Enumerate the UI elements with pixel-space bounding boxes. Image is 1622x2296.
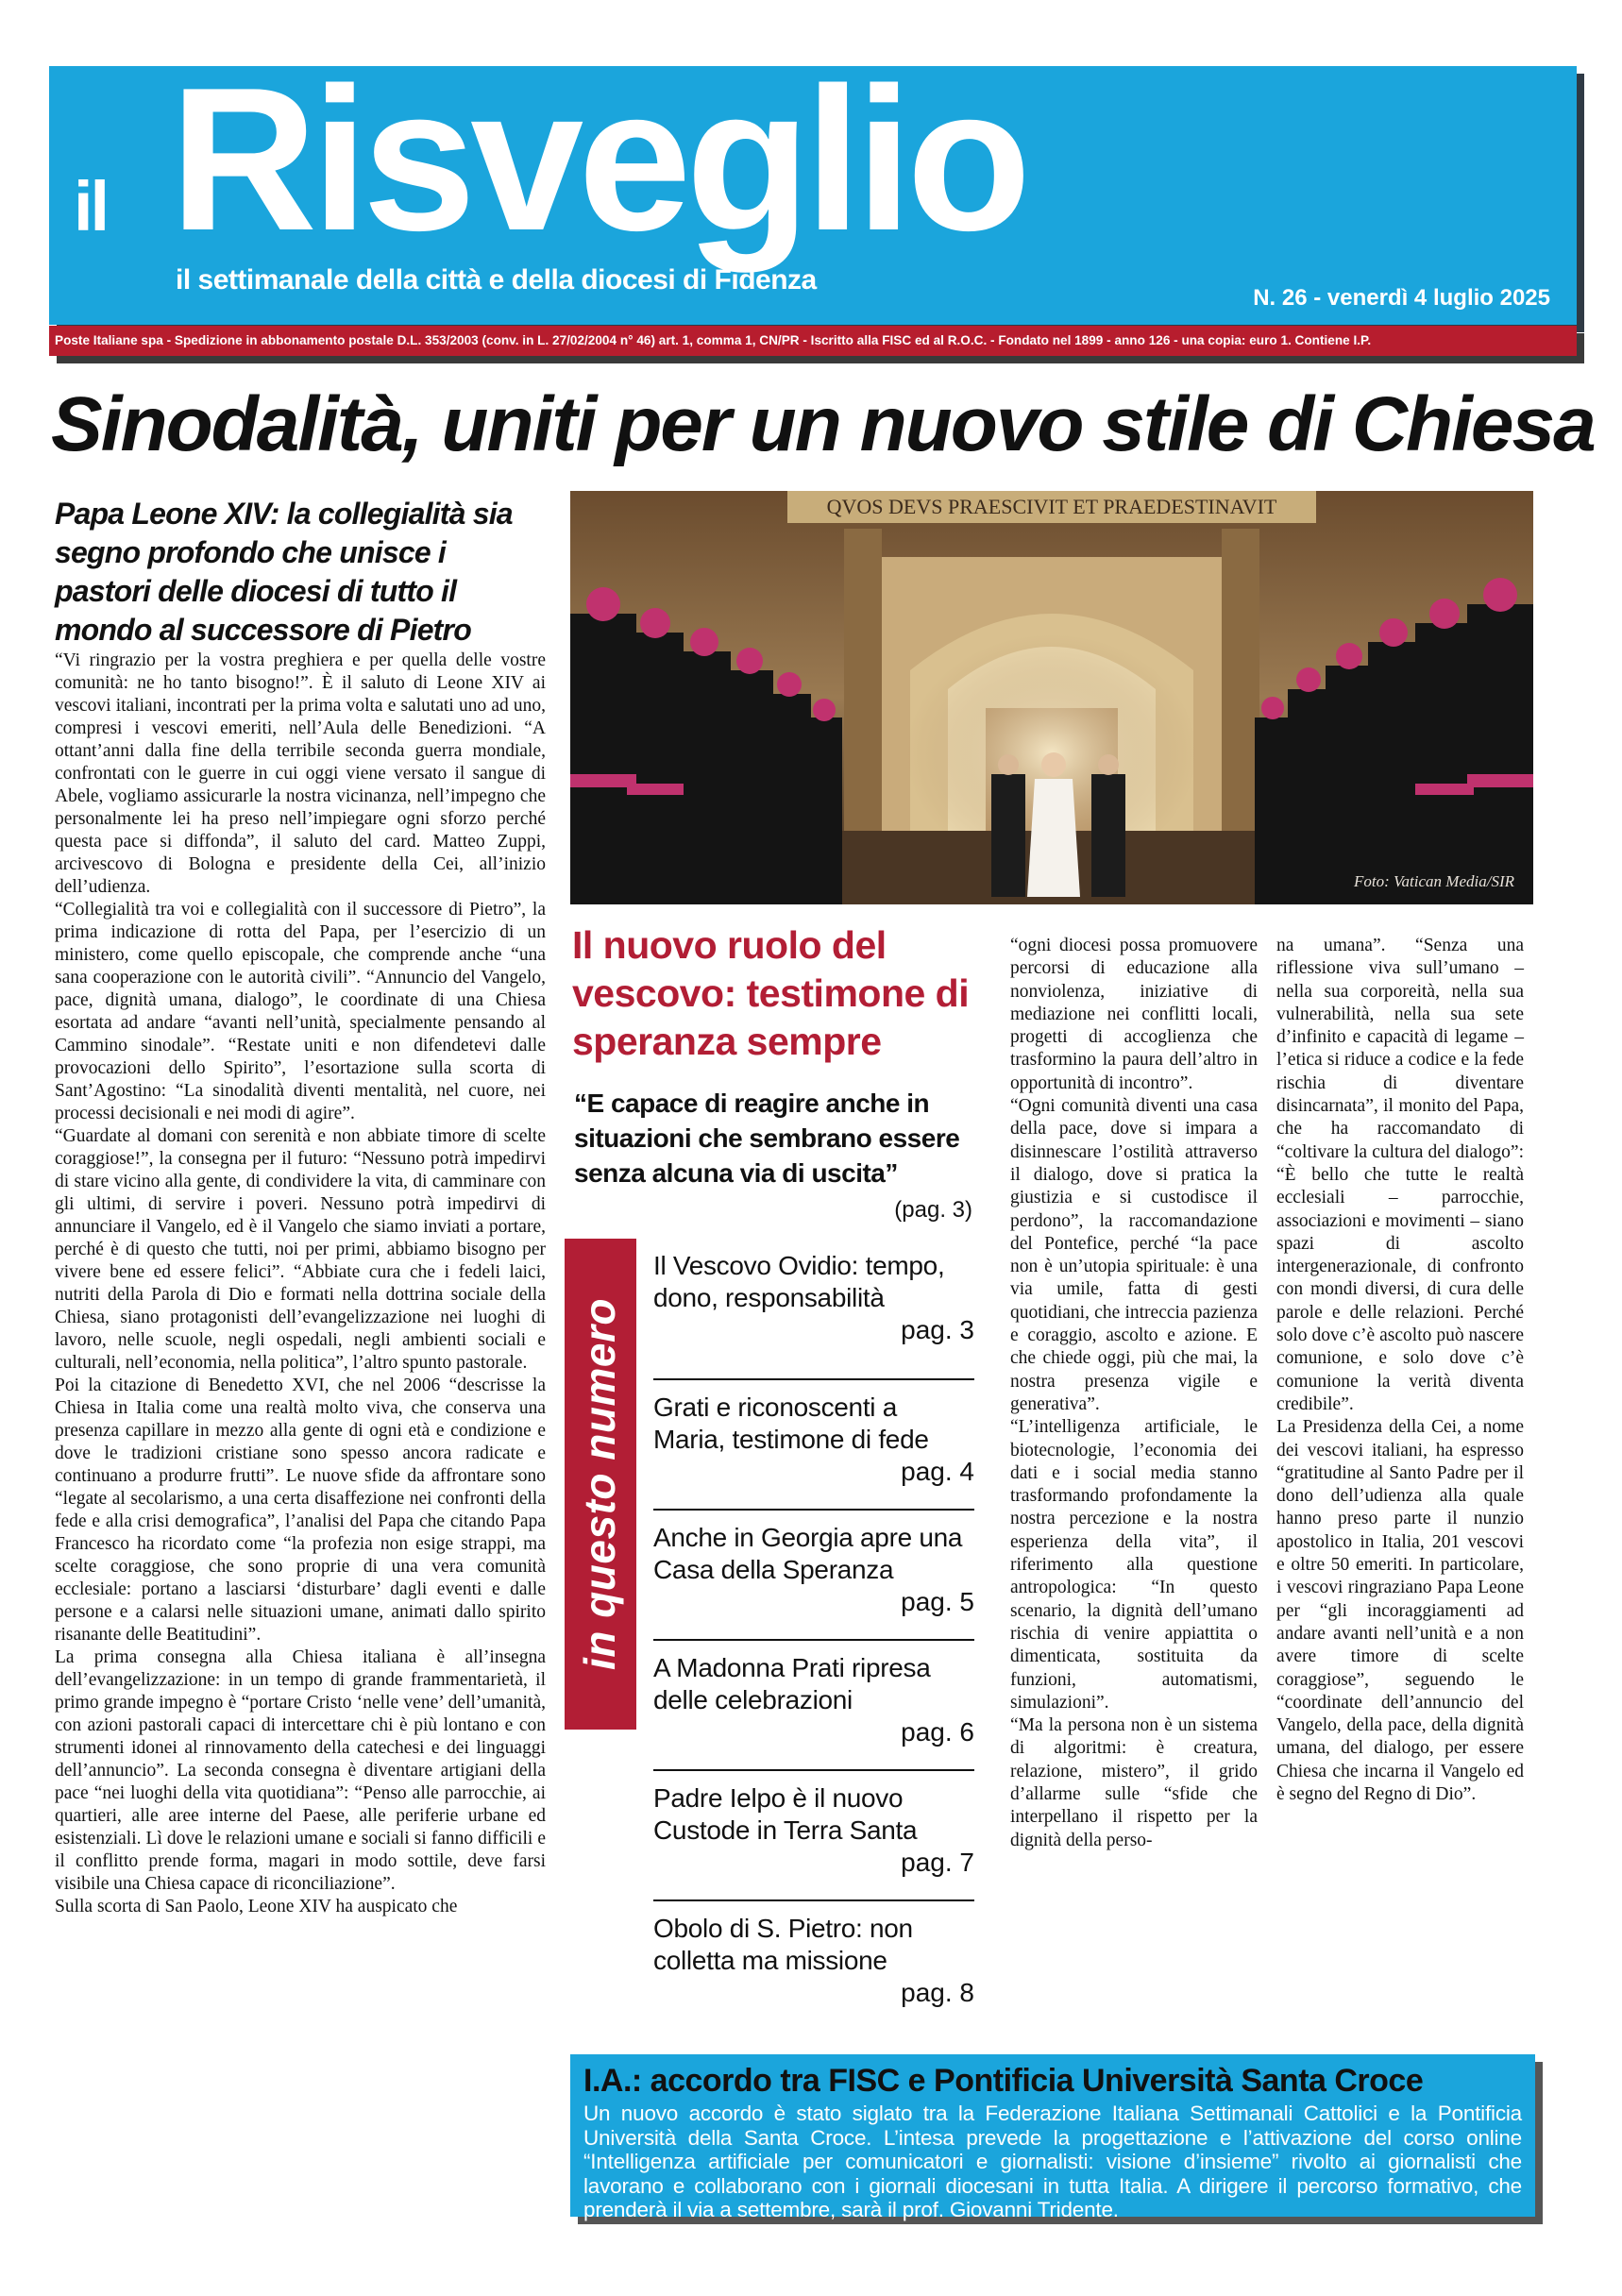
- paragraph: La Presidenza della Cei, a nome dei vescovi italiani, ha espresso “gratitudine al Santo Padre per il dono dell’udienza alla quale hanno preso parte il nunzio apostolico in Italia, 201 vescovi e oltre 50 emeriti. In particolare, i vescovi ringraziano Papa Leone per “gli incoraggiamenti ad andare avanti nell’unità e a non avere timore di scelte coraggiose”, seguendo le “coordinate dell’annuncio del Vangelo, della pace, della dignità umana, del dialogo, per essere Chiesa che incarna il Vangelo ed è segno del Regno di Dio”.: [1276, 1417, 1524, 1804]
- toc-item[interactable]: [653, 1901, 974, 2032]
- paragraph: “Collegialità tra voi e collegialità con il successore di Pietro”, la prima indicazione di rotta del Papa, per l’esercizio di un ministero, come quello episcopale, che comprende anche “una sana cooperazione con le autorità civili”. “Annuncio del Vangelo, pace, dignità umana, dialogo”, le coordinate di una Chiesa esortata ad andare “avanti nell’unità, specialmente pensando al Cammino sinodale”. “Restate uniti e non difendetevi dalle provocazioni dello Spirito”, l’esortazione sulla scorta di Sant’Agostino: “La sinodalità diventi mentalità, nel cuore, nei processi decisionali e nei modi di agire”.: [55, 900, 546, 1123]
- paragraph: “Ma la persona non è un sistema di algoritmi: è creatura, relazione, mistero”, il grido d’allarme sulle “sfide che interpellano il rispetto per la dignità della perso-: [1010, 1715, 1258, 1850]
- toc-item-title: Il Vescovo Ovidio: tempo, dono, responsabilità: [653, 1251, 945, 1312]
- postal-info-bar: Poste Italiane spa - Spedizione in abbonamento postale D.L. 353/2003 (conv. in L. 27/02/2004 n° 46) art. 1, comma 1, CN/PR - Iscritto alla FISC ed al R.O.C. - Fondato nel 1899 - anno 126 - una copia: euro 1. Contiene I.P.: [49, 326, 1577, 356]
- news-box-text: Un nuovo accordo è stato siglato tra la Federazione Italiana Settimanali Cattolici e la Pontificia Università della Santa Croce. L’intesa prevede la progettazione e l’attivazione del corso online “Intelligenza artificiale per comunicatori e giornalisti: visione d’insieme” rivolto ai giornalisti che lavorano e collaborano con i giornali diocesani in tutta Italia. A dirigere il percorso formativo, che prenderà il via a settembre, sarà il prof. Giovanni Tridente.: [583, 2102, 1522, 2221]
- toc-item-page: pag. 5: [901, 1587, 974, 1616]
- toc-item-page: pag. 8: [901, 1978, 974, 2007]
- lead-subhead: Papa Leone XIV: la collegialità sia segno profondo che unisce i pastori delle diocesi di tutto il mondo al successore di Pietro: [55, 497, 513, 647]
- toc-item-title: Anche in Georgia apre una Casa della Speranza: [653, 1523, 963, 1584]
- toc-item-title: Padre Ielpo è il nuovo Custode in Terra Santa: [653, 1783, 918, 1845]
- paragraph: “Vi ringrazio per la vostra preghiera e per quella delle vostre comunità: ne ho tanto bisogno!”. È il saluto di Leone XIV ai vescovi italiani, incontrati per la prima volta e salutati uno ad uno, compresi i vescovi emeriti, nell’Aula delle Benedizioni. “A ottant’anni dalla fine della terribile seconda guerra mondiale, confrontati con le guerre in cui oggi viene versato il sangue di Abele, vogliamo assicurarle la nostra vicinanza, nell’impegno che personalmente lei ha preso nell’impiegare ogni sforzo perché questa pace si diffonda”, il saluto del card. Matteo Zuppi, arcivescovo di Bologna e presidente della Cei, all’inizio dell’udienza.: [55, 650, 546, 897]
- lead-body-left: [55, 650, 546, 1918]
- paragraph: Sulla scorta di San Paolo, Leone XIV ha auspicato che: [55, 1897, 458, 1916]
- toc-item[interactable]: [653, 1641, 974, 1771]
- lead-headline: Sinodalità, uniti per un nuovo stile di Chiesa: [51, 381, 1595, 467]
- toc-item-page: pag. 7: [901, 1848, 974, 1877]
- toc-item[interactable]: [653, 1771, 974, 1901]
- toc-item[interactable]: [653, 1250, 974, 1380]
- toc-item[interactable]: [653, 1380, 974, 1511]
- paragraph: “Ogni comunità diventi una casa della pace, dove si impara a disinnescare l’ostilità attraverso il dialogo, dove si pratica la giustizia e si custodisce il perdono”, la raccomandazione del Pontefice, perché “la pace non è un’utopia spirituale: è una via umile, fatta di gesti quotidiani, che intreccia pazienza e coraggio, ascolto e azione. E che chiede oggi, più che mai, la nostra presenza vigile e generativa”.: [1010, 1096, 1258, 1414]
- feature-title: Il nuovo ruolo del vescovo: testimone di speranza sempre: [572, 923, 970, 1063]
- lead-body-right: [1276, 935, 1524, 1806]
- masthead-tagline: il settimanale della città e della diocesi di Fidenza: [176, 264, 817, 295]
- news-box: [570, 2054, 1535, 2221]
- feature-page-ref: (pag. 3): [894, 1197, 972, 1223]
- issue-date: N. 26 - venerdì 4 luglio 2025: [1253, 285, 1550, 311]
- logo-name: Risveglio: [170, 44, 1026, 273]
- table-of-contents: [653, 1250, 974, 2032]
- lead-body-middle: [1010, 935, 1258, 1852]
- toc-item-title: Grati e riconoscenti a Maria, testimone di fede: [653, 1393, 929, 1454]
- news-box-title: I.A.: accordo tra FISC e Pontificia Università Santa Croce: [583, 2063, 1424, 2099]
- toc-label: in questo numero: [575, 1298, 624, 1670]
- logo-prefix: il: [74, 167, 108, 245]
- toc-item-page: pag. 3: [901, 1315, 974, 1344]
- lead-photo: [570, 491, 1533, 904]
- paragraph: “L’intelligenza artificiale, le biotecnologie, l’economia dei dati e i social media stanno trasformando profondamente la nostra percezione e la nostra esperienza della vita”, il riferimento alla questione antropologica: “In questo scenario, la dignità dell’umano rischia di venire appiattita o dimenticata, sostituita da funzioni, automatismi, simulazioni”.: [1010, 1417, 1258, 1713]
- toc-item-title: A Madonna Prati ripresa delle celebrazioni: [653, 1653, 931, 1714]
- toc-item-page: pag. 6: [901, 1717, 974, 1747]
- paragraph: “Guardate al domani con serenità e non abbiate timore di scelte coraggiose!”, la consegna per il futuro: “Nessuno potrà impedirvi di stare vicino alla gente, di condividere la vita, di camminare con gli ultimi, di servire i poveri. Nessuno potrà impedirvi di annunciare il Vangelo, ed è il Vangelo che siamo inviati a portare, perché è di questo che tutti, noi per primi, abbiamo bisogno per vivere bene ed essere felici”. “Abbiate cura che i fedeli laici, nutriti della Parola di Dio e formati nella dottrina sociale della Chiesa, siano protagonisti dell’evangelizzazione nei luoghi di lavoro, nelle scuole, negli ospedali, negli ambienti sociali e culturali, nell’economia, nella politica”, l’altro spunto pastorale.: [55, 1126, 546, 1373]
- paragraph: “ogni diocesi possa promuovere percorsi di educazione alla nonviolenza, iniziative di mediazione nei conflitti locali, progetti di accoglienza che trasformino la paura dell’altro in opportunità di incontro”.: [1010, 936, 1258, 1093]
- paragraph: na umana”. “Senza una riflessione viva sull’umano – nella sua corporeità, nella sua vulnerabilità, nella sua sete d’infinito e capacità di legame – l’etica si riduce a codice e la fede rischia di diventare disincarnata”, il monito del Papa, che ha raccomandato di “coltivare la cultura del dialogo”: “È bello che tutte le realtà ecclesiali – parrocchie, associazioni e movimenti – siano spazi di ascolto intergenerazionale, di confronto con mondi diversi, di cura delle parole e delle relazioni. Perché solo dove c’è ascolto può nascere comunione, e solo dove c’è comunione la verità diventa credibile”.: [1276, 936, 1524, 1414]
- feature-quote: “E capace di reagire anche in situazioni che sembrano essere senza alcuna via di uscita”: [574, 1089, 960, 1188]
- toc-item-page: pag. 4: [901, 1457, 974, 1486]
- photo-credit: Foto: Vatican Media/SIR: [1354, 872, 1514, 890]
- toc-item-title: Obolo di S. Pietro: non colletta ma missione: [653, 1914, 913, 1975]
- toc-band: [565, 1239, 636, 1730]
- paragraph: La prima consegna alla Chiesa italiana è all’insegna dell’evangelizzazione: in un tempo di grande frammentarietà, il primo grande impegno è “portare Cristo ‘nelle vene’ dell’umanità, con azioni pastorali capaci di intercettare chi è più lontano e con strumenti idonei al rinnovamento della catechesi e dei linguaggi dell’annuncio”. La seconda consegna è diventare artigiani della pace “nei luoghi della vita quotidiana”: “Penso alle parrocchie, ai quartieri, alle aree interne del Paese, alle periferie urbane ed esistenziali. Lì dove le relazioni umane e sociali si fanno difficili e il conflitto prende forma, magari in modo sottile, deve farsi visibile una Chiesa capace di riconciliazione”.: [55, 1647, 546, 1894]
- photo-illustration: [570, 491, 1533, 904]
- toc-item[interactable]: [653, 1511, 974, 1641]
- photo-inscription: QVOS DEVS PRAESCIVIT ET PRAEDESTINAVIT: [826, 495, 1277, 518]
- paragraph: Poi la citazione di Benedetto XVI, che nel 2006 “descrisse la Chiesa in Italia come una realtà molto viva, che conserva una presenza capillare in mezzo alla gente di ogni età e condizione e dove le tradizioni cristiane sono spesso ancora radicate e continuano a produrre frutti”. Le nuove sfide da affrontare sono “legate al secolarismo, a una certa disaffezione nei confronti della fede e alla crisi demografica”, l’analisi del Papa che citando Papa Francesco ha ricordato come “la profezia non esige strappi, ma scelte coraggiose, che sono proprie di una vera comunità ecclesiale: portano a lasciarsi ‘disturbare’ dagli eventi e dalle persone e a calarsi nelle situazioni umane, animati dallo spirito risanante delle Beatitudini”.: [55, 1376, 546, 1645]
